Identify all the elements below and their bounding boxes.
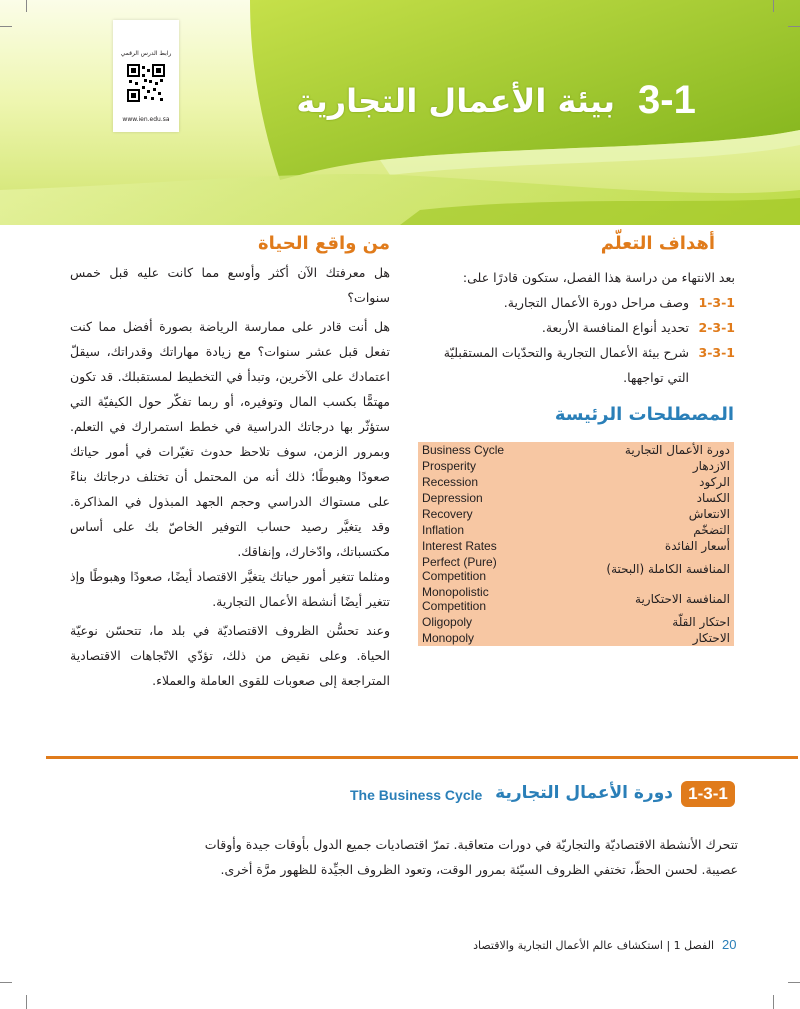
key-term-english: Prosperity [422,459,477,473]
crop-mark [0,982,12,983]
key-terms-table [418,442,734,646]
objective-text: تحديد أنواع المنافسة الأربعة. [541,320,689,335]
key-terms-heading: المصطلحات الرئيسة [554,404,734,425]
objective-number: 2-3-1 [698,320,735,335]
key-term-row [418,458,734,474]
page-number: 20 [722,937,737,952]
footer-chapter-text: الفصل 1 | استكشاف عالم الأعمال التجارية والاقتصاد [473,939,714,952]
key-term-row [418,554,734,584]
real-life-heading: من واقع الحياة [258,233,390,254]
section-title-arabic: دورة الأعمال التجارية [495,783,673,803]
key-term-row [418,614,734,630]
crop-mark [26,995,27,1009]
key-term-row [418,630,734,646]
key-term-english: Monopoly [422,631,475,645]
key-term-arabic: الانتعاش [688,507,730,521]
key-term-english: Recession [422,475,479,489]
real-life-paragraph: هل أنت قادر على ممارسة الرياضة بصورة أفضل مما كنت تفعل قبل عشر سنوات؟ مع زيادة مهاراتك وقدراتك، سيقلّ اعتمادك على الآخرين، وتبدأ في التخطيط لمستقبلك. قد تكون مهتمًّا بكسب المال وتوفيره، أو ربما تفكّر حول الكيفيّة التي ستؤثّر بها درجاتك الدراسية في خطط استمرارك في التعلم. وبمرور الزمن، سوف تلاحظ حدوث تغيّرات في أمور حياتك صعودًا وهبوطًا؛ ذلك أنه من المحتمل أن تختلف درجاتك بناءً على مستواك الدراسي وحجم الجهد المبذول في المذاكرة. وقد يتغيَّر رصيد حساب التوفير الخاصّ بك على أساس مكتسباتك، وادّخارك، وإنفاقك. [70,319,390,559]
key-term-english: Inflation [422,523,465,537]
objectives-heading: أهداف التعلّم [600,233,715,254]
key-term-english: Business Cycle [422,443,505,457]
qr-code-icon[interactable] [127,64,165,102]
crop-mark [788,26,800,27]
crop-mark [788,982,800,983]
qr-card[interactable] [113,20,179,132]
key-term-arabic: الازدهار [692,459,730,473]
objective-text: وصف مراحل دورة الأعمال التجارية. [503,295,689,310]
key-term-english: Monopolistic Competition [422,585,489,613]
crop-mark [26,0,27,12]
key-term-arabic: أسعار الفائدة [664,539,730,553]
real-life-paragraph: ومثلما تتغير أمور حياتك يتغيَّر الاقتصاد أيضًا، صعودًا وهبوطًا وإذ تتغير أيضًا أنشطة الأعمال التجارية. [70,569,390,609]
key-term-row [418,584,734,614]
objective-item [430,340,735,390]
crop-mark [773,995,774,1009]
qr-url[interactable]: www.ien.edu.sa [122,116,170,123]
section-divider [46,756,798,759]
real-life-text [70,260,390,693]
section-number-badge: 1-3-1 [681,781,735,807]
key-term-english: Interest Rates [422,539,497,553]
key-term-row [418,538,734,554]
key-term-arabic: الكساد [696,491,730,505]
key-term-english: Oligopoly [422,615,473,629]
objective-number: 1-3-1 [698,295,735,310]
key-term-row [418,490,734,506]
key-term-english: Recovery [422,507,473,521]
key-term-row [418,442,734,458]
objective-item [430,290,735,315]
real-life-paragraph: وعند تحسُّن الظروف الاقتصاديّة في بلد ما، تتحسّن نوعيّة الحياة. وعلى نقيض من ذلك، تؤدّي الاتّجاهات الاقتصادية المتراجعة إلى صعوبات للقوى العاملة والعملاء. [70,623,390,688]
objective-item [430,315,735,340]
key-term-english: Depression [422,491,483,505]
objectives-intro: بعد الانتهاء من دراسة هذا الفصل، ستكون قادرًا على: [462,270,735,285]
key-term-row [418,522,734,538]
key-term-arabic: المنافسة الكاملة (البحتة) [606,562,730,576]
key-term-arabic: الاحتكار [692,631,730,645]
section-title-english: The Business Cycle [350,787,483,803]
key-term-english: Perfect (Pure) Competition [422,555,497,583]
key-term-arabic: المنافسة الاحتكارية [635,592,730,606]
key-term-arabic: دورة الأعمال التجارية [624,443,730,457]
key-term-arabic: الركود [699,475,730,489]
crop-mark [773,0,774,12]
lesson-number: 3-1 [638,78,696,122]
section-paragraph: تتحرك الأنشطة الاقتصاديّة والتجاريّة في دورات متعاقبة. تمرّ اقتصاديات جميع الدول بأوقات جيدة وأوقات عصيبة. لحسن الحظّ، تختفي الظروف السيّئة بمرور الوقت، وتعود الظروف الجيِّدة للظهور مرَّة أخرى. [204,837,738,877]
real-life-paragraph: هل معرفتك الآن أكثر وأوسع مما كانت عليه قبل خمس سنوات؟ [70,265,390,305]
crop-mark [0,26,12,27]
page-title: بيئة الأعمال التجارية [296,82,615,120]
objective-text: شرح بيئة الأعمال التجارية والتحدّيات المستقبليّة التي تواجهها. [443,345,689,385]
qr-label: رابط الدرس الرقمي [120,50,172,57]
key-term-arabic: احتكار القلّة [672,615,730,629]
objective-number: 3-3-1 [698,345,735,360]
key-term-arabic: التضخّم [693,523,730,537]
key-term-row [418,506,734,522]
objectives-list [430,290,735,390]
key-term-row [418,474,734,490]
